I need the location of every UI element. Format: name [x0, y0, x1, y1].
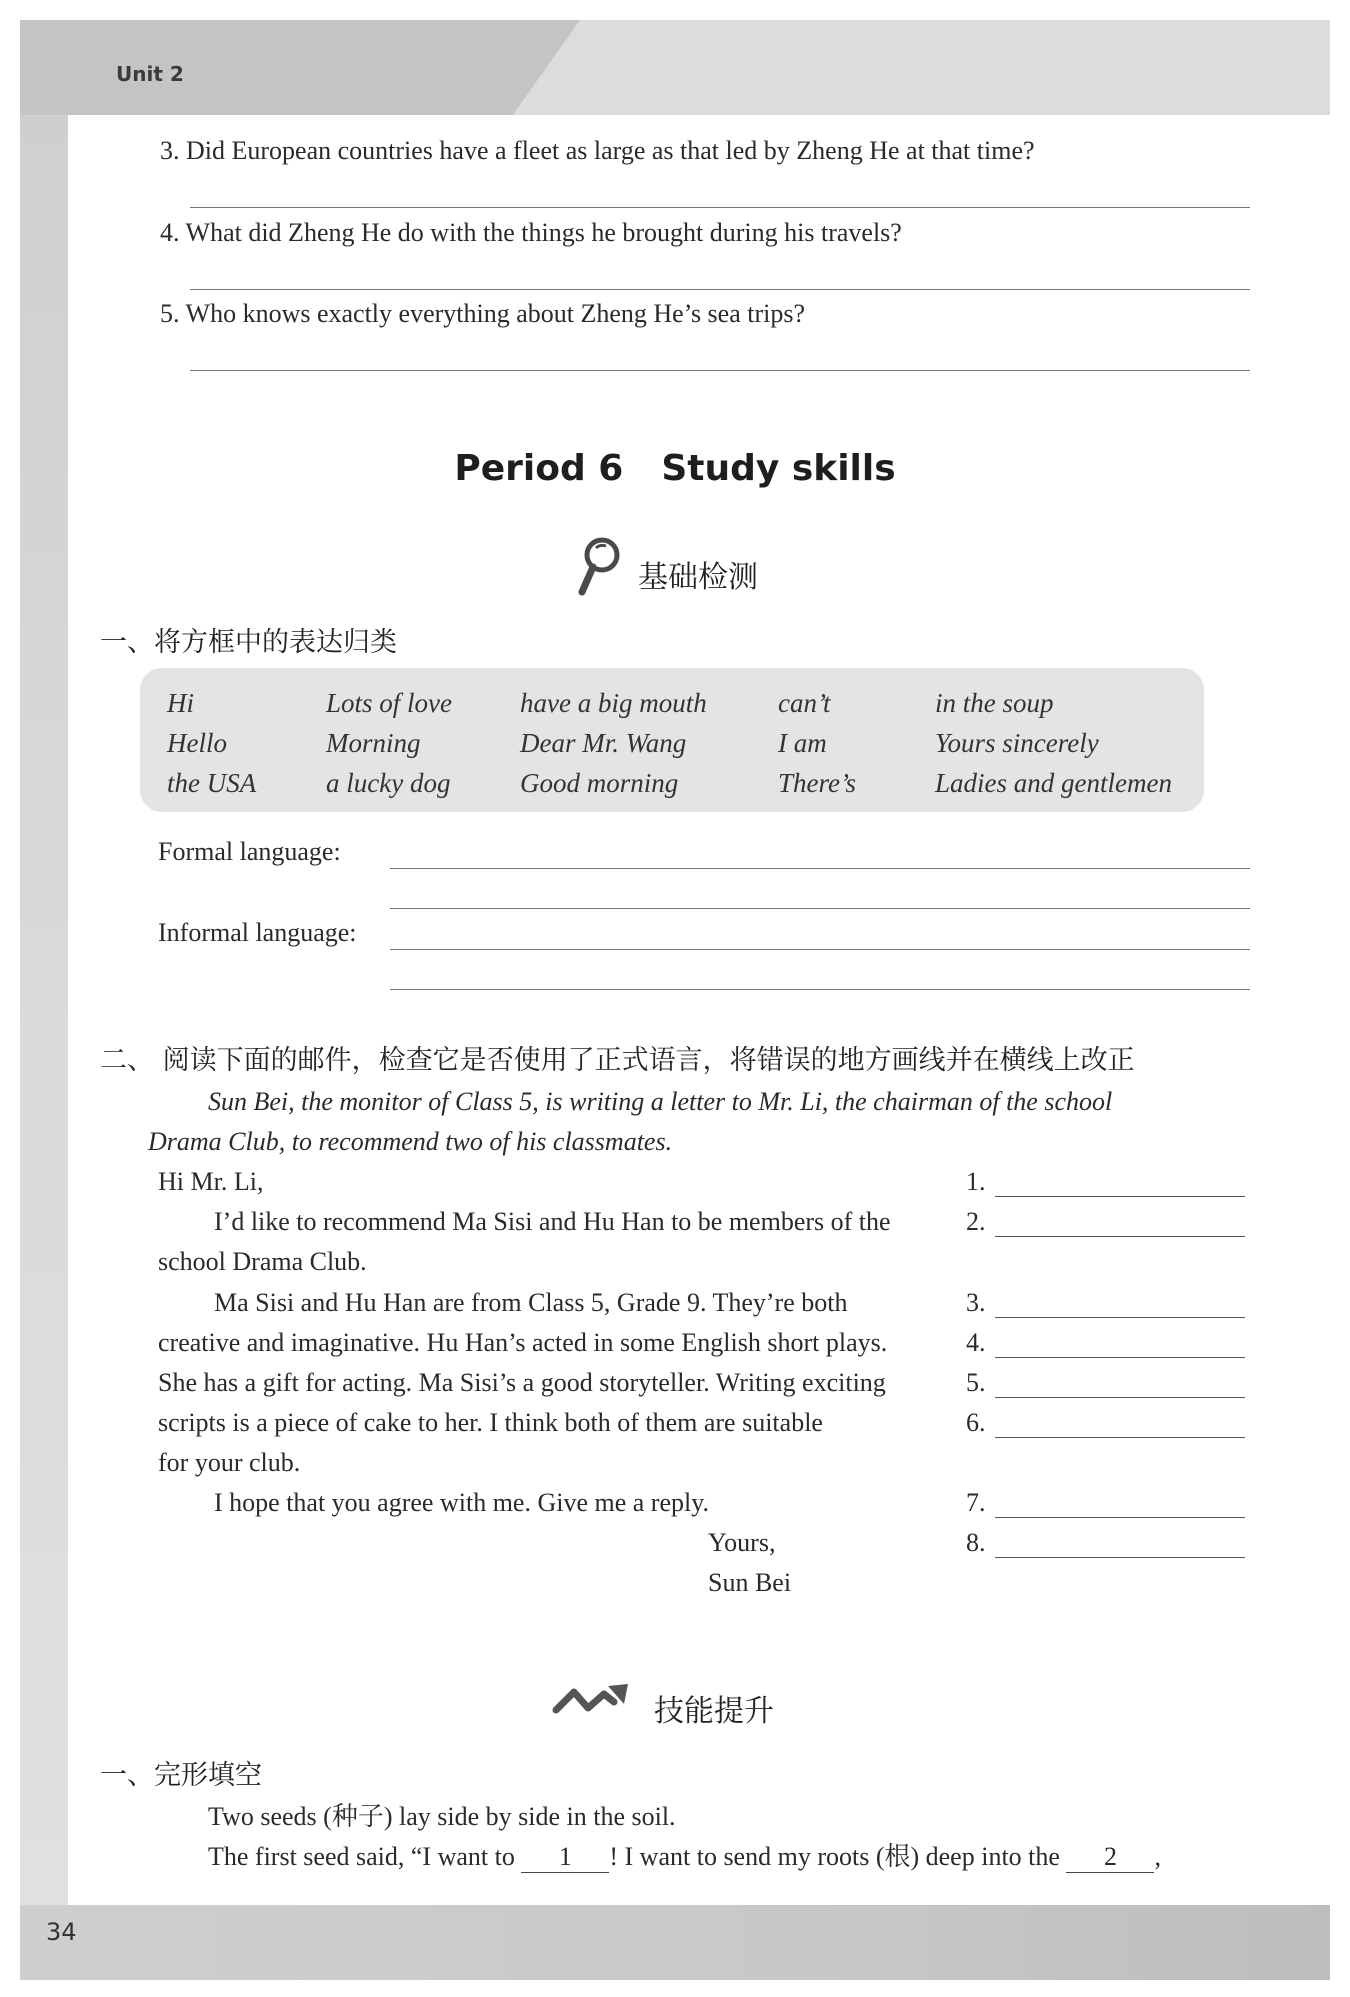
word-item: Dear Mr. Wang: [520, 728, 687, 758]
word-item: a lucky dog: [326, 768, 451, 798]
letter-line: Hi Mr. Li,: [158, 1167, 264, 1196]
question-4: 4. What did Zheng He do with the things he brought during his travels?: [160, 218, 902, 247]
side-strip: [20, 115, 68, 1905]
informal-answer-line[interactable]: [390, 949, 1250, 950]
part2-intro: Sun Bei, the monitor of Class 5, is writing a letter to Mr. Li, the chairman of the school: [208, 1087, 1113, 1116]
question-3: 3. Did European countries have a fleet as large as that led by Zheng He at that time?: [160, 136, 1035, 165]
correction-line-8[interactable]: [995, 1557, 1245, 1558]
word-item: Lots of love: [326, 688, 452, 718]
word-item: There’s: [778, 768, 857, 798]
part1-heading: 一、将方框中的表达归类: [100, 627, 397, 658]
word-item: Yours sincerely: [935, 728, 1099, 758]
word-item: Morning: [326, 728, 421, 758]
magnifier-icon: [576, 536, 622, 596]
blank-number: 1.: [966, 1167, 986, 1196]
formal-answer-line[interactable]: [390, 908, 1250, 909]
unit-label: Unit 2: [116, 62, 184, 86]
answer-line-4[interactable]: [190, 289, 1250, 290]
word-item: Hello: [167, 728, 227, 758]
letter-line: scripts is a piece of cake to her. I think both of them are suitable: [158, 1408, 823, 1437]
correction-line-2[interactable]: [995, 1236, 1245, 1237]
word-item: Hi: [167, 688, 194, 718]
period-name: Study skills: [661, 448, 896, 489]
basic-section-title: 基础检测: [638, 560, 758, 595]
word-item: can’t: [778, 688, 831, 718]
letter-line: I hope that you agree with me. Give me a reply.: [214, 1488, 710, 1517]
correction-line-7[interactable]: [995, 1517, 1245, 1518]
blank-number: 7.: [966, 1488, 986, 1517]
answer-line-3[interactable]: [190, 207, 1250, 208]
header-decoration: [20, 20, 580, 115]
cloze-line-1: Two seeds (种子) lay side by side in the soil.: [208, 1802, 676, 1831]
part2-heading: 二、 阅读下面的邮件，检查它是否使用了正式语言，将错误的地方画线并在横线上改正: [100, 1045, 1135, 1076]
trend-up-icon: [552, 1680, 632, 1720]
correction-line-4[interactable]: [995, 1357, 1245, 1358]
letter-line: Ma Sisi and Hu Han are from Class 5, Grade 9. They’re both: [214, 1288, 848, 1317]
cloze-line-2: [208, 1842, 1161, 1873]
letter-line: She has a gift for acting. Ma Sisi’s a good storyteller. Writing exciting: [158, 1368, 886, 1397]
formal-label: Formal language:: [158, 837, 341, 866]
blank-number: 4.: [966, 1328, 986, 1357]
correction-line-3[interactable]: [995, 1317, 1245, 1318]
cloze-text: ,: [1154, 1842, 1161, 1871]
cloze-blank-2[interactable]: 2: [1066, 1842, 1154, 1873]
word-item: in the soup: [935, 688, 1054, 718]
page-number: 34: [46, 1918, 77, 1946]
blank-number: 5.: [966, 1368, 986, 1397]
word-item: Ladies and gentlemen: [935, 768, 1172, 798]
period-label: Period 6: [454, 448, 624, 489]
informal-label: Informal language:: [158, 918, 357, 947]
period-title: [0, 448, 1350, 489]
letter-line: I’d like to recommend Ma Sisi and Hu Han to be members of the: [214, 1207, 891, 1236]
informal-answer-line[interactable]: [390, 989, 1250, 990]
letter-line: school Drama Club.: [158, 1247, 367, 1276]
correction-line-1[interactable]: [995, 1196, 1245, 1197]
word-item: have a big mouth: [520, 688, 707, 718]
part2-intro: Drama Club, to recommend two of his classmates.: [148, 1127, 673, 1156]
correction-line-6[interactable]: [995, 1437, 1245, 1438]
blank-number: 2.: [966, 1207, 986, 1236]
footer-band: [20, 1905, 1330, 1980]
part3-heading: 一、完形填空: [100, 1760, 262, 1791]
letter-closing: Yours,: [708, 1528, 776, 1557]
blank-number: 8.: [966, 1528, 986, 1557]
word-item: Good morning: [520, 768, 679, 798]
word-item: I am: [778, 728, 827, 758]
answer-line-5[interactable]: [190, 370, 1250, 371]
skills-section-title: 技能提升: [654, 1694, 774, 1729]
cloze-text: ! I want to send my roots (根) deep into the: [609, 1842, 1060, 1871]
content-card: [68, 115, 1330, 1905]
blank-number: 6.: [966, 1408, 986, 1437]
cloze-blank-1[interactable]: 1: [521, 1842, 609, 1873]
formal-answer-line[interactable]: [390, 868, 1250, 869]
letter-line: for your club.: [158, 1448, 301, 1477]
question-5: 5. Who knows exactly everything about Zheng He’s sea trips?: [160, 299, 806, 328]
letter-line: creative and imaginative. Hu Han’s acted in some English short plays.: [158, 1328, 888, 1357]
correction-line-5[interactable]: [995, 1397, 1245, 1398]
blank-number: 3.: [966, 1288, 986, 1317]
letter-signature: Sun Bei: [708, 1568, 792, 1597]
cloze-text: The first seed said, “I want to: [208, 1842, 515, 1871]
word-item: the USA: [167, 768, 257, 798]
